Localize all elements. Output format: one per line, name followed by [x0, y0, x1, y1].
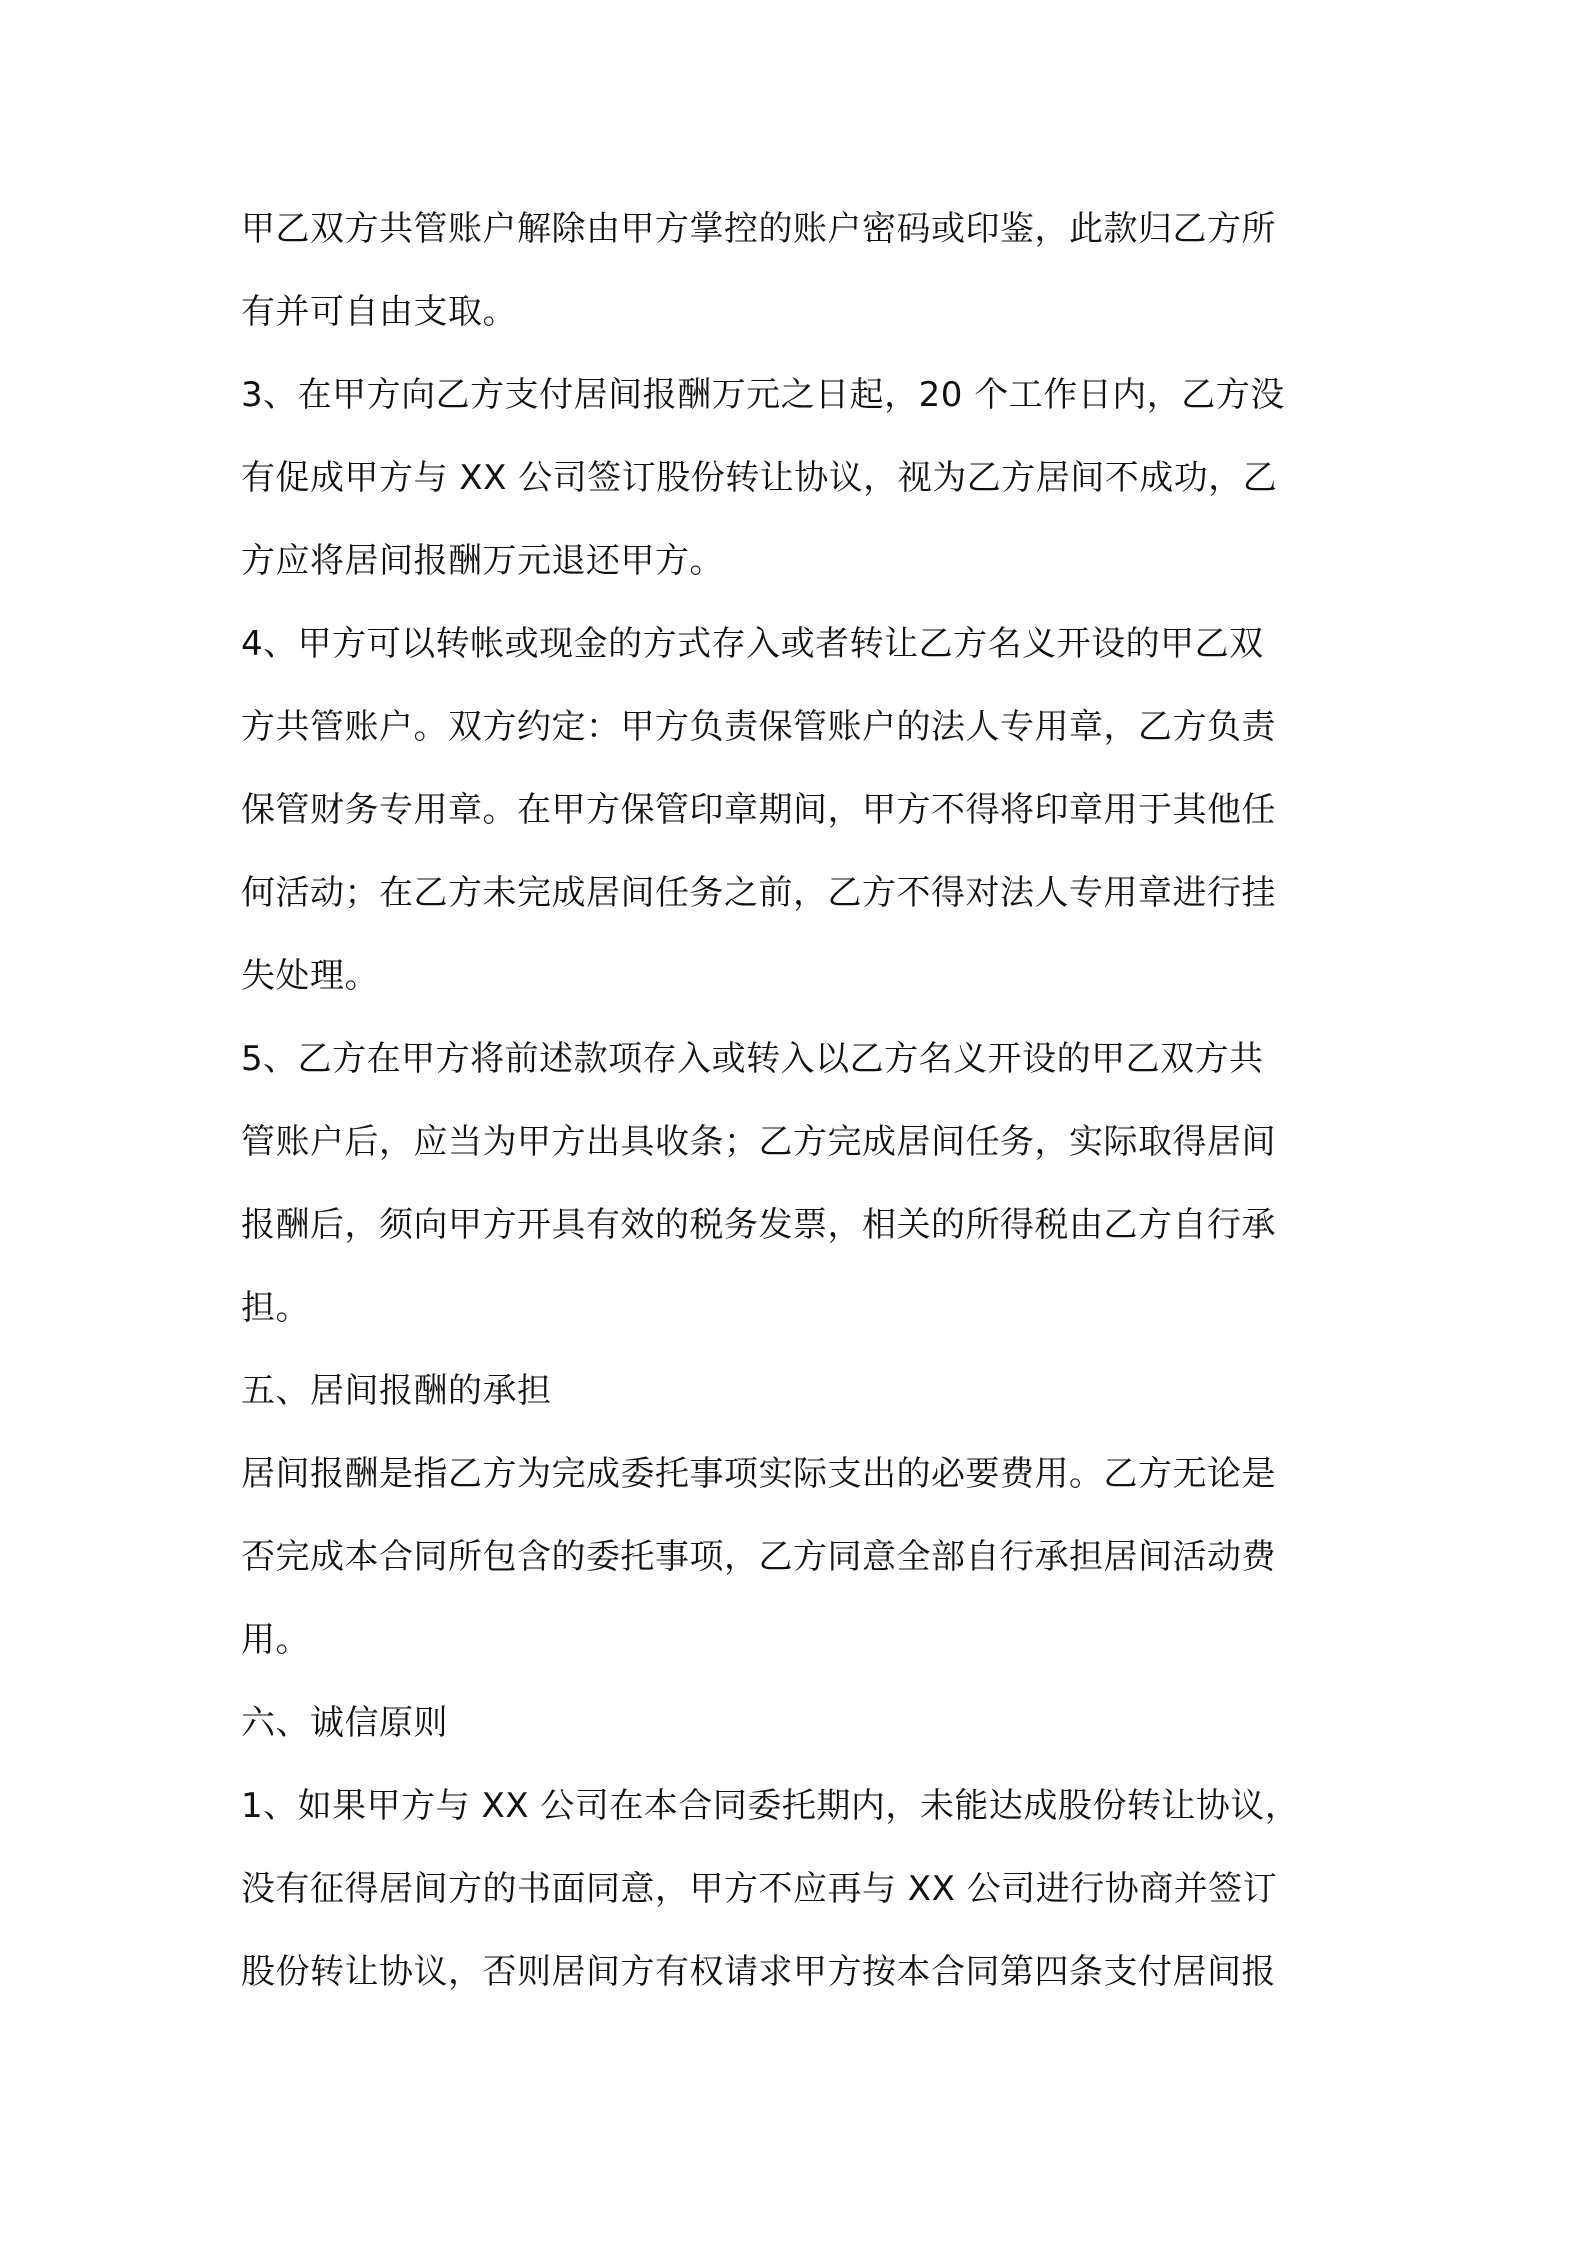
text-line: 4、甲方可以转帐或现金的方式存入或者转让乙方名义开设的甲乙双 [241, 624, 1264, 664]
text-line: 否完成本合同所包含的委托事项，乙方同意全部自行承担居间活动费 [241, 1537, 1276, 1577]
text-line: 方共管账户。双方约定：甲方负责保管账户的法人专用章，乙方负责 [241, 707, 1276, 747]
text-line: 管账户后，应当为甲方出具收条；乙方完成居间任务，实际取得居间 [241, 1122, 1276, 1162]
text-line: 有促成甲方与 XX 公司签订股份转让协议，视为乙方居间不成功，乙 [241, 458, 1278, 498]
text-line: 甲乙双方共管账户解除由甲方掌控的账户密码或印鉴，此款归乙方所 [241, 209, 1276, 249]
section-heading: 六、诚信原则 [241, 1703, 448, 1743]
text-line: 何活动；在乙方未完成居间任务之前，乙方不得对法人专用章进行挂 [241, 873, 1276, 913]
section-heading: 五、居间报酬的承担 [241, 1371, 552, 1411]
text-line: 3、在甲方向乙方支付居间报酬万元之日起，20 个工作日内，乙方没 [241, 375, 1285, 415]
text-line: 1、如果甲方与 XX 公司在本合同委托期内，未能达成股份转让协议， [241, 1786, 1300, 1826]
text-line: 5、乙方在甲方将前述款项存入或转入以乙方名义开设的甲乙双方共 [241, 1039, 1264, 1079]
text-line: 股份转让协议，否则居间方有权请求甲方按本合同第四条支付居间报 [241, 1952, 1276, 1992]
text-line: 保管财务专用章。在甲方保管印章期间，甲方不得将印章用于其他任 [241, 790, 1276, 830]
text-line: 居间报酬是指乙方为完成委托事项实际支出的必要费用。乙方无论是 [241, 1454, 1276, 1494]
text-line: 没有征得居间方的书面同意，甲方不应再与 XX 公司进行协商并签订 [241, 1869, 1278, 1909]
text-line: 用。 [241, 1620, 310, 1660]
text-line: 担。 [241, 1288, 310, 1328]
text-line: 方应将居间报酬万元退还甲方。 [241, 541, 724, 581]
text-line: 失处理。 [241, 956, 379, 996]
text-line: 有并可自由支取。 [241, 292, 517, 332]
text-line: 报酬后，须向甲方开具有效的税务发票，相关的所得税由乙方自行承 [241, 1205, 1276, 1245]
